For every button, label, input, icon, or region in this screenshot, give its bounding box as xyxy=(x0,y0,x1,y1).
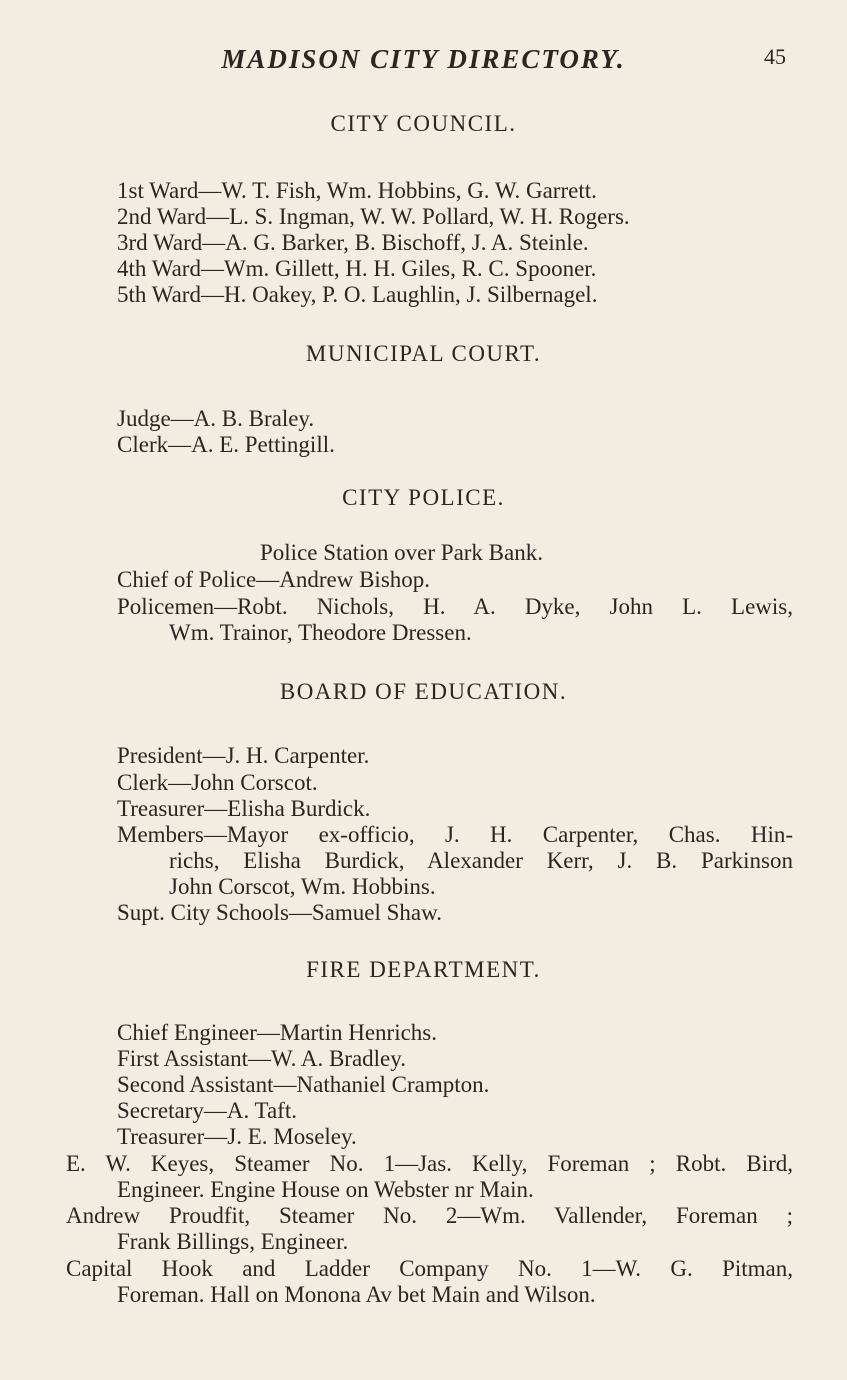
board-members-line: Members—Mayor ex-officio, J. H. Carpenter, Chas. Hin- xyxy=(117,822,793,847)
board-superintendent-line: Supt. City Schools—Samuel Shaw. xyxy=(117,900,442,925)
council-ward-line: 5th Ward—H. Oakey, P. O. Laughlin, J. Silbernagel. xyxy=(117,282,598,307)
fire-officer-line: Chief Engineer—Martin Henrichs. xyxy=(117,1020,437,1045)
council-ward-line: 2nd Ward—L. S. Ingman, W. W. Pollard, W. H. Rogers. xyxy=(117,204,630,229)
fire-officer-line: First Assistant—W. A. Bradley. xyxy=(117,1046,407,1071)
board-members-continuation-line: John Corscot, Wm. Hobbins. xyxy=(169,874,436,899)
board-members-continuation-line: richs, Elisha Burdick, Alexander Kerr, J. B. Parkinson xyxy=(169,848,793,873)
police-station-line: Police Station over Park Bank. xyxy=(260,540,543,565)
police-chief-line: Chief of Police—Andrew Bishop. xyxy=(117,567,431,592)
board-officer-line: President—J. H. Carpenter. xyxy=(117,743,370,768)
steamer-entry-continuation-line: Engineer. Engine House on Webster nr Main. xyxy=(117,1177,534,1202)
steamer-entry-line: Andrew Proudfit, Steamer No. 2—Wm. Vallender, Foreman ; xyxy=(66,1203,793,1228)
page-number: 45 xyxy=(764,44,786,69)
council-ward-line: 4th Ward—Wm. Gillett, H. H. Giles, R. C. Spooner. xyxy=(117,256,597,281)
hook-and-ladder-continuation-line: Foreman. Hall on Monona Av bet Main and Wilson. xyxy=(117,1282,596,1307)
court-officer-line: Clerk—A. E. Pettingill. xyxy=(117,432,335,457)
hook-and-ladder-line: Capital Hook and Ladder Company No. 1—W. G. Pitman, xyxy=(66,1256,793,1281)
fire-officer-line: Secretary—A. Taft. xyxy=(117,1098,297,1123)
steamer-entry-continuation-line: Frank Billings, Engineer. xyxy=(117,1229,349,1254)
board-of-education-heading: BOARD OF EDUCATION. xyxy=(279,679,568,704)
policemen-line: Policemen—Robt. Nichols, H. A. Dyke, John L. Lewis, xyxy=(117,594,793,619)
policemen-continuation-line: Wm. Trainor, Theodore Dressen. xyxy=(169,620,472,645)
council-ward-line: 3rd Ward—A. G. Barker, B. Bischoff, J. A. Steinle. xyxy=(117,230,589,255)
fire-officer-line: Treasurer—J. E. Moseley. xyxy=(117,1124,357,1149)
running-title: MADISON CITY DIRECTORY. xyxy=(221,44,626,74)
steamer-entry-line: E. W. Keyes, Steamer No. 1—Jas. Kelly, Foreman ; Robt. Bird, xyxy=(66,1151,793,1176)
fire-officer-line: Second Assistant—Nathaniel Crampton. xyxy=(117,1072,490,1097)
city-council-heading: CITY COUNCIL. xyxy=(330,111,517,136)
board-officer-line: Clerk—John Corscot. xyxy=(117,770,318,795)
city-police-heading: CITY POLICE. xyxy=(342,485,505,510)
municipal-court-heading: MUNICIPAL COURT. xyxy=(305,341,542,366)
court-officer-line: Judge—A. B. Braley. xyxy=(117,406,315,431)
council-ward-line: 1st Ward—W. T. Fish, Wm. Hobbins, G. W. Garrett. xyxy=(117,178,597,203)
fire-department-heading: FIRE DEPARTMENT. xyxy=(306,957,541,982)
board-officer-line: Treasurer—Elisha Burdick. xyxy=(117,796,371,821)
